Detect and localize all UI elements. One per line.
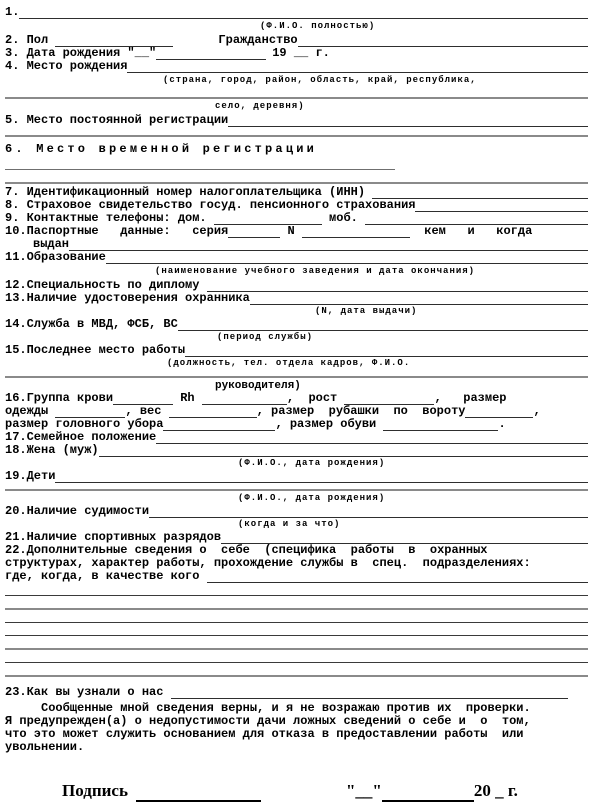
field-1-label: 1. bbox=[5, 5, 20, 19]
declaration-line-1: Сообщенные мной сведения верны, и я не возражаю против их проверки. bbox=[41, 701, 531, 715]
field-5-permanent-registration bbox=[5, 114, 588, 127]
education-blank bbox=[106, 251, 588, 264]
specialty-blank bbox=[207, 279, 588, 292]
passport-number-label: N bbox=[280, 224, 302, 238]
shirt-size-label: , размер рубашки по вороту bbox=[256, 404, 466, 418]
birth-month-blank bbox=[156, 47, 266, 60]
passport-issued-label: кем и когда bbox=[409, 224, 533, 238]
field-3-label: 3. Дата рождения "__" bbox=[5, 46, 157, 60]
signature-row bbox=[62, 780, 588, 802]
field-15-label: 15.Последнее место работы bbox=[5, 343, 186, 357]
hint-guard-license: (N, дата выдачи) bbox=[315, 306, 418, 316]
signature-date-year: 20 _ г. bbox=[473, 781, 518, 800]
children-blank bbox=[55, 470, 588, 483]
field-19-children bbox=[5, 470, 588, 483]
citizenship-blank bbox=[298, 34, 588, 47]
how-found-us-blank bbox=[171, 686, 568, 699]
additional-blank-line-2 bbox=[5, 608, 588, 610]
hint-fullname: (Ф.И.О. полностью) bbox=[260, 21, 376, 31]
declaration-line-3: что это может служить основанием для отказа в предоставлении работы или bbox=[5, 727, 524, 741]
passport-issued-blank bbox=[69, 238, 588, 251]
field-22-additional-line2: структурах, характер работы, прохождение службы в спец. подразделениях: bbox=[5, 556, 531, 570]
field-4-birthplace bbox=[5, 60, 588, 73]
weight-label: , вес bbox=[125, 404, 169, 418]
field-14-label: 14.Служба в МВД, ФСБ, ВС bbox=[5, 317, 178, 331]
temporary-registration-blank-short bbox=[5, 169, 395, 170]
birthplace-blank bbox=[127, 60, 588, 73]
shoe-size-label: , размер обуви bbox=[275, 417, 384, 431]
field-1-blank bbox=[19, 6, 588, 19]
field-17-label: 17.Семейное положение bbox=[5, 430, 157, 444]
field-13-label: 13.Наличие удостоверения охранника bbox=[5, 291, 250, 305]
military-service-blank bbox=[178, 318, 588, 331]
birth-year-label: 19 __ г. bbox=[272, 46, 330, 60]
field-10-label: 10.Паспортные данные: серия bbox=[5, 224, 229, 238]
field-2-citizenship-label: Гражданство bbox=[218, 33, 298, 47]
field-2-gender-label: 2. Пол bbox=[5, 33, 56, 47]
additional-blank-line-6 bbox=[5, 662, 588, 663]
field-19-label: 19.Дети bbox=[5, 469, 56, 483]
pension-insurance-blank bbox=[415, 199, 588, 212]
field-20-label: 20.Наличие судимости bbox=[5, 504, 150, 518]
field-8-label: 8. Страховое свидетельство госуд. пенсионного страхования bbox=[5, 198, 416, 212]
field-15-last-job bbox=[5, 344, 588, 357]
hint-last-job-2: руководителя) bbox=[215, 380, 301, 392]
passport-series-blank bbox=[228, 225, 280, 238]
permanent-registration-blank bbox=[228, 114, 588, 127]
signature-label: Подпись bbox=[62, 781, 128, 800]
marital-status-blank bbox=[156, 431, 588, 444]
additional-blank-line-5 bbox=[5, 648, 588, 650]
hat-size-blank bbox=[163, 418, 275, 431]
shoe-size-blank bbox=[383, 418, 498, 431]
period-label: . bbox=[498, 417, 506, 431]
height-label: , рост bbox=[286, 391, 345, 405]
additional-info-blank bbox=[207, 570, 588, 583]
field-23-how-found-us bbox=[5, 686, 588, 699]
size-label: , размер bbox=[434, 391, 507, 405]
field-22-additional-line1: 22.Дополнительные сведения о себе (специфика работы в охранных bbox=[5, 543, 488, 557]
comma-label: , bbox=[533, 404, 541, 418]
field-22-additional-line3 bbox=[5, 570, 588, 583]
guard-license-blank bbox=[250, 292, 588, 305]
passport-number-blank bbox=[302, 225, 410, 238]
passport-issued-by-label: выдан bbox=[33, 237, 70, 251]
field-14-military-service bbox=[5, 318, 588, 331]
field-12-label: 12.Специальность по диплому bbox=[5, 278, 207, 292]
weight-blank bbox=[169, 405, 257, 418]
clothes-size-label: одежды bbox=[5, 404, 56, 418]
declaration-line-2: Я предупрежден(а) о недопустимости дачи ложных сведений о себе и о том, bbox=[5, 714, 531, 728]
rh-label: Rh bbox=[173, 391, 202, 405]
additional-blank-line-3 bbox=[5, 622, 588, 623]
children-continuation-line bbox=[5, 489, 588, 491]
field-6-label: 6. Место временной регистрации bbox=[5, 142, 318, 156]
signature-blank bbox=[136, 782, 261, 802]
field-18-label: 18.Жена (муж) bbox=[5, 443, 99, 457]
hint-children: (Ф.И.О., дата рождения) bbox=[238, 493, 386, 503]
field-6-temporary-registration bbox=[5, 143, 588, 156]
field-20-conviction bbox=[5, 505, 588, 518]
last-job-continuation-line bbox=[5, 376, 588, 378]
field-10-passport bbox=[5, 225, 588, 238]
additional-blank-line-1 bbox=[5, 595, 588, 596]
declaration-line-4: увольнении. bbox=[5, 740, 85, 754]
birthplace-continuation-line bbox=[5, 97, 588, 99]
field-1-fullname bbox=[5, 6, 588, 19]
field-11-label: 11.Образование bbox=[5, 250, 106, 264]
field-4-label: 4. Место рождения bbox=[5, 59, 128, 73]
permanent-registration-continuation-line bbox=[5, 135, 588, 137]
last-job-blank bbox=[185, 344, 588, 357]
hint-service-period: (период службы) bbox=[217, 332, 314, 342]
hint-education: (наименование учебного заведения и дата окончания) bbox=[155, 266, 476, 276]
field-21-label: 21.Наличие спортивных разрядов bbox=[5, 530, 222, 544]
spouse-blank bbox=[99, 444, 588, 457]
additional-blank-line-7 bbox=[5, 675, 588, 677]
field-5-label: 5. Место постоянной регистрации bbox=[5, 113, 229, 127]
field-22-label3: где, когда, в качестве кого bbox=[5, 569, 207, 583]
field-18-spouse bbox=[5, 444, 588, 457]
hint-last-job: (должность, тел. отдела кадров, Ф.И.О. bbox=[167, 358, 411, 368]
field-7-label: 7. Идентификационный номер налогоплательщика (ИНН) bbox=[5, 185, 373, 199]
additional-blank-line-4 bbox=[5, 635, 588, 636]
signature-date-day: "__" bbox=[345, 781, 382, 800]
temporary-registration-continuation-line bbox=[5, 182, 588, 184]
field-9-mobile-label: моб. bbox=[321, 211, 366, 225]
hint-spouse: (Ф.И.О., дата рождения) bbox=[238, 458, 386, 468]
hat-size-label: размер головного убора bbox=[5, 417, 164, 431]
hint-birthplace-2: село, деревня) bbox=[215, 101, 305, 111]
home-phone-blank bbox=[214, 212, 322, 225]
field-13-guard-license bbox=[5, 292, 588, 305]
conviction-blank bbox=[149, 505, 588, 518]
hint-birthplace-1: (страна, город, район, область, край, республика, bbox=[163, 75, 477, 85]
field-11-education bbox=[5, 251, 588, 264]
field-9-home-label: 9. Контактные телефоны: дом. bbox=[5, 211, 214, 225]
hint-conviction: (когда и за что) bbox=[238, 519, 341, 529]
blood-group-label: 16.Группа крови bbox=[5, 391, 114, 405]
field-23-label: 23.Как вы узнали о нас bbox=[5, 685, 171, 699]
signature-date-blank bbox=[382, 782, 474, 802]
